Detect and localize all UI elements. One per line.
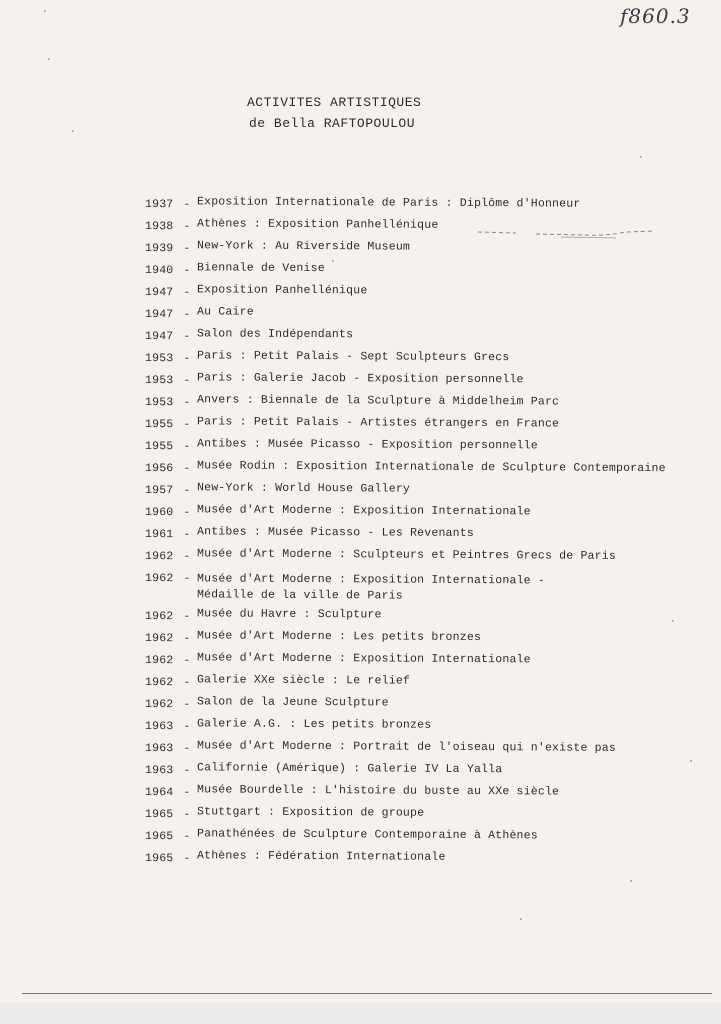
entry-year: 1962 xyxy=(144,550,174,564)
exhibition-entry xyxy=(145,826,666,851)
entry-separator: - xyxy=(183,352,191,366)
entry-description: Musée Bourdelle : L'histoire du buste au XXe siècle xyxy=(196,783,560,799)
entry-separator: - xyxy=(183,484,191,498)
entry-text xyxy=(197,760,502,784)
entry-separator: - xyxy=(183,632,191,646)
entry-year: 1963 xyxy=(144,742,174,756)
exhibition-list xyxy=(145,194,666,870)
exhibition-entry xyxy=(145,326,666,351)
entry-text xyxy=(197,370,524,394)
entry-description: New-York : World House Gallery xyxy=(196,481,411,496)
paper-speck xyxy=(72,130,74,132)
paper-speck xyxy=(630,880,632,882)
entry-continuation: Médaille de la ville de Paris xyxy=(196,588,403,603)
entry-description: Exposition Panhellénique xyxy=(196,283,368,298)
entry-year: 1963 xyxy=(144,720,174,734)
entry-separator: - xyxy=(183,242,191,256)
exhibition-entry xyxy=(145,694,666,719)
entry-year: 1939 xyxy=(144,242,174,256)
exhibition-entry xyxy=(145,650,666,675)
exhibition-entry xyxy=(145,480,666,505)
entry-description: Antibes : Musée Picasso - Les Revenants xyxy=(196,525,475,541)
entry-description: Galerie XXe siècle : Le relief xyxy=(196,673,411,688)
entry-description: New-York : Au Riverside Museum xyxy=(196,239,411,254)
exhibition-entry xyxy=(145,716,666,741)
exhibition-entry xyxy=(145,524,666,549)
exhibition-entry xyxy=(145,260,666,285)
entry-year: 1962 xyxy=(144,676,174,690)
paper-speck xyxy=(44,10,46,12)
entry-description: Paris : Petit Palais - Sept Sculpteurs Grecs xyxy=(196,349,510,365)
entry-text xyxy=(197,524,474,548)
entry-year: 1965 xyxy=(144,852,174,866)
entry-separator: - xyxy=(183,462,191,476)
entry-year: 1960 xyxy=(144,506,174,520)
exhibition-entry xyxy=(145,414,666,439)
paper-speck xyxy=(690,760,692,762)
entry-separator: - xyxy=(183,720,191,734)
paper-speck xyxy=(520,918,522,920)
entry-description: Panathénées de Sculpture Contemporaine à Athènes xyxy=(196,827,538,843)
entry-separator: - xyxy=(183,764,191,778)
entry-text xyxy=(197,392,559,416)
entry-year: 1964 xyxy=(144,786,174,800)
entry-text xyxy=(197,694,389,717)
entry-separator: - xyxy=(183,676,191,690)
entry-separator: - xyxy=(183,330,191,344)
entry-year: 1953 xyxy=(144,396,174,410)
entry-text xyxy=(197,260,325,283)
exhibition-entry xyxy=(145,848,666,873)
exhibition-entry xyxy=(145,458,666,483)
entry-separator: - xyxy=(183,830,191,844)
paper-speck xyxy=(640,156,642,158)
exhibition-entry xyxy=(145,606,666,631)
entry-year: 1947 xyxy=(144,330,174,344)
entry-year: 1940 xyxy=(144,264,174,278)
exhibition-entry xyxy=(145,628,666,653)
entry-text xyxy=(197,804,424,827)
exhibition-entry xyxy=(145,804,666,829)
entry-text xyxy=(197,194,581,218)
entry-description: Athènes : Fédération Internationale xyxy=(196,849,446,864)
entry-year: 1955 xyxy=(144,418,174,432)
entry-separator: - xyxy=(183,698,191,712)
entry-description: Musée du Havre : Sculpture xyxy=(196,607,382,622)
entry-text xyxy=(197,826,538,850)
entry-separator: - xyxy=(183,286,191,300)
entry-text xyxy=(197,216,439,239)
entry-description: Musée d'Art Moderne : Exposition Internationale xyxy=(196,651,531,667)
entry-year: 1938 xyxy=(144,220,174,234)
entry-description: Musée d'Art Moderne : Portrait de l'oiseau qui n'existe pas xyxy=(196,739,617,755)
entry-text xyxy=(197,672,410,695)
entry-text xyxy=(197,480,410,503)
entry-year: 1955 xyxy=(144,440,174,454)
entry-description: Musée d'Art Moderne : Exposition Internationale - xyxy=(197,572,546,588)
entry-year: 1965 xyxy=(144,808,174,822)
entry-text xyxy=(197,782,559,806)
entry-separator: - xyxy=(183,654,191,668)
entry-text xyxy=(197,606,382,629)
entry-description: Musée d'Art Moderne : Sculpteurs et Peintres Grecs de Paris xyxy=(196,547,617,563)
entry-separator: - xyxy=(183,264,191,278)
entry-description: Salon de la Jeune Sculpture xyxy=(196,695,389,710)
entry-description: Galerie A.G. : Les petits bronzes xyxy=(196,717,432,732)
entry-description: Paris : Petit Palais - Artistes étrangers en France xyxy=(196,415,560,431)
entry-description: Paris : Galerie Jacob - Exposition personnelle xyxy=(196,371,524,387)
entry-year: 1953 xyxy=(144,374,174,388)
exhibition-entry xyxy=(145,392,666,417)
entry-separator: - xyxy=(183,374,191,388)
entry-separator: - xyxy=(183,440,191,454)
entry-separator: - xyxy=(183,506,191,520)
exhibition-entry xyxy=(145,304,666,329)
entry-text xyxy=(197,738,616,763)
entry-description: Athènes : Exposition Panhellénique xyxy=(196,217,439,232)
entry-separator: - xyxy=(183,220,191,234)
paper-speck xyxy=(332,260,334,262)
entry-separator: - xyxy=(183,742,191,756)
entry-year: 1962 xyxy=(144,610,174,624)
entry-text xyxy=(197,848,446,872)
scan-edge xyxy=(0,1003,721,1024)
paper-speck xyxy=(672,620,674,622)
document-title xyxy=(247,92,421,134)
entry-text xyxy=(197,571,545,605)
entry-year: 1963 xyxy=(144,764,174,778)
exhibition-entry xyxy=(145,436,666,461)
title-line-1: ACTIVITES ARTISTIQUES xyxy=(247,95,422,110)
entry-description: Stuttgart : Exposition de groupe xyxy=(196,805,425,820)
entry-separator: - xyxy=(183,808,191,822)
exhibition-entry xyxy=(145,502,666,527)
title-line-2: de Bella RAFTOPOULOU xyxy=(249,116,416,131)
entry-description: Californie (Amérique) : Galerie IV La Yalla xyxy=(196,761,503,777)
entry-text xyxy=(197,414,559,438)
exhibition-entry xyxy=(145,546,666,571)
entry-year: 1956 xyxy=(144,462,174,476)
exhibition-entry xyxy=(145,672,666,697)
entry-separator: - xyxy=(183,198,191,212)
entry-description: Salon des Indépendants xyxy=(196,327,354,342)
entry-description: Biennale de Venise xyxy=(196,261,325,276)
entry-text xyxy=(197,650,531,674)
entry-text xyxy=(197,716,431,739)
entry-text xyxy=(197,238,410,261)
entry-separator: - xyxy=(183,308,191,322)
entry-separator: - xyxy=(183,572,191,586)
exhibition-entry xyxy=(145,216,666,241)
exhibition-entry xyxy=(145,738,666,763)
entry-year: 1962 xyxy=(144,632,174,646)
exhibition-entry xyxy=(145,760,666,785)
entry-description: Au Caire xyxy=(196,305,254,319)
paper-speck xyxy=(48,58,50,60)
entry-year: 1953 xyxy=(144,352,174,366)
entry-text xyxy=(197,436,538,460)
entry-separator: - xyxy=(183,786,191,800)
entry-separator: - xyxy=(183,418,191,432)
archive-reference: f860.3 xyxy=(620,4,691,28)
entry-separator: - xyxy=(183,610,191,624)
exhibition-entry xyxy=(145,194,666,219)
entry-year: 1962 xyxy=(144,698,174,712)
entry-description: Musée d'Art Moderne : Les petits bronzes xyxy=(196,629,482,645)
entry-year: 1947 xyxy=(144,286,174,300)
entry-year: 1965 xyxy=(144,830,174,844)
entry-separator: - xyxy=(183,396,191,410)
entry-text xyxy=(197,326,353,349)
entry-separator: - xyxy=(183,852,191,866)
entry-year: 1961 xyxy=(144,528,174,542)
entry-text xyxy=(197,348,510,372)
entry-year: 1947 xyxy=(144,308,174,322)
entry-separator: - xyxy=(183,528,191,542)
entry-description: Musée d'Art Moderne : Exposition Internationale xyxy=(196,503,531,519)
bottom-rule xyxy=(22,993,712,994)
exhibition-entry xyxy=(145,238,666,263)
entry-year: 1962 xyxy=(145,572,174,586)
entry-text xyxy=(197,458,666,483)
entry-year: 1937 xyxy=(144,198,174,212)
entry-text xyxy=(197,628,481,652)
entry-text xyxy=(197,304,254,326)
exhibition-entry xyxy=(145,370,666,395)
entry-year: 1962 xyxy=(144,654,174,668)
entry-text xyxy=(197,282,368,305)
entry-description: Anvers : Biennale de la Sculpture à Middelheim Parc xyxy=(196,393,560,409)
exhibition-entry xyxy=(145,571,666,606)
entry-description: Antibes : Musée Picasso - Exposition personnelle xyxy=(196,437,538,453)
exhibition-entry xyxy=(145,348,666,373)
exhibition-entry xyxy=(145,782,666,807)
entry-year: 1957 xyxy=(144,484,174,498)
exhibition-entry xyxy=(145,282,666,307)
entry-text xyxy=(197,502,531,526)
entry-description: Musée Rodin : Exposition Internationale de Sculpture Contemporaine xyxy=(196,459,666,476)
entry-description: Exposition Internationale de Paris : Diplôme d'Honneur xyxy=(196,195,581,211)
entry-separator: - xyxy=(183,550,191,564)
entry-text xyxy=(197,546,616,571)
